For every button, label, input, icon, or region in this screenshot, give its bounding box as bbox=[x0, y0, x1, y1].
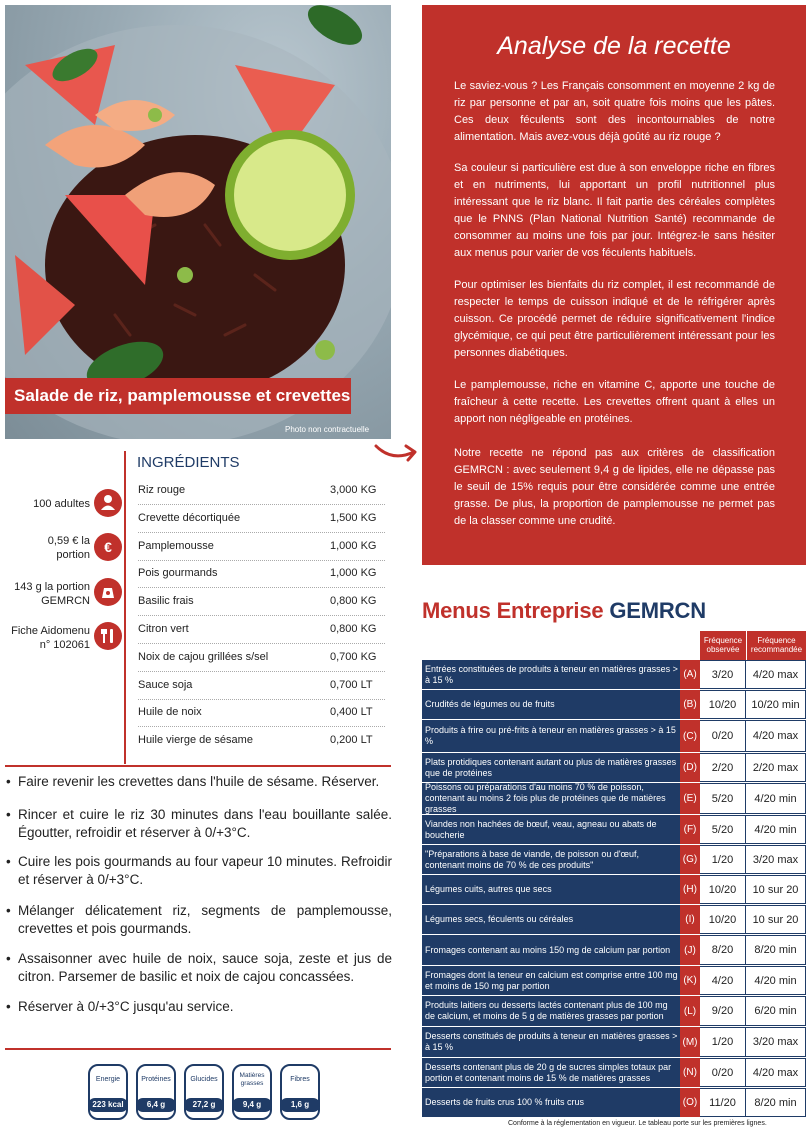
menu-row-observed: 8/20 bbox=[700, 935, 746, 965]
menu-row-code: (M) bbox=[680, 1027, 700, 1057]
menu-row-code: (E) bbox=[680, 783, 700, 814]
menu-row-observed: 4/20 bbox=[700, 966, 746, 995]
menu-row-observed: 3/20 bbox=[700, 660, 746, 689]
menu-row-recommended: 4/20 min bbox=[746, 966, 806, 995]
reference-text: Fiche Aidomenu n° 102061 bbox=[11, 625, 90, 651]
ingredient-name: Sauce soja bbox=[138, 679, 193, 691]
menu-row-code: (O) bbox=[680, 1088, 700, 1117]
step-item: • Mélanger délicatement riz, segments de pamplemousse, crevettes et pois gourmands. bbox=[6, 903, 392, 936]
menu-row-code: (B) bbox=[680, 690, 700, 719]
menu-row-recommended: 4/20 min bbox=[746, 783, 806, 814]
menu-row-observed: 5/20 bbox=[700, 815, 746, 844]
menu-row-observed: 5/20 bbox=[700, 783, 746, 814]
ingredient-quantity: 1,000 KG bbox=[330, 540, 377, 552]
menu-row-observed: 1/20 bbox=[700, 1027, 746, 1057]
ingredient-name: Huile de noix bbox=[138, 706, 202, 718]
salad-illustration bbox=[5, 5, 391, 439]
menu-row-label: Légumes cuits, autres que secs bbox=[422, 875, 680, 904]
menu-row-recommended: 10 sur 20 bbox=[746, 875, 806, 904]
ingredient-name: Citron vert bbox=[138, 623, 189, 635]
ingredient-quantity: 1,500 KG bbox=[330, 512, 377, 524]
analysis-paragraph: Sa couleur si particulière est due à son enveloppe riche en fibres et en nutriments, lui apportant un profil nutritionnel plus intéressant que le riz blanc. Il fait partie des céréales complètes que le PNNS (Plan National Nutrition Santé) recommande de consommer au moins une fois par jour. Intégrez-le sans hésiter aux menus pour varier de vos féculents habituels. bbox=[454, 162, 775, 259]
menu-row-recommended: 8/20 min bbox=[746, 935, 806, 965]
analysis-title: Analyse de la recette bbox=[497, 32, 731, 60]
photo-note: Photo non contractuelle bbox=[285, 425, 370, 434]
step-item: • Réserver à 0/+3°C jusqu'au service. bbox=[6, 999, 234, 1014]
step-item: • Faire revenir les crevettes dans l'huile de sésame. Réserver. bbox=[6, 774, 380, 789]
price-text: 0,59 € la portion bbox=[47, 535, 90, 561]
ingredient-quantity: 0,200 LT bbox=[330, 734, 373, 746]
menu-row-code: (G) bbox=[680, 845, 700, 874]
menu-row-recommended: 10 sur 20 bbox=[746, 905, 806, 934]
divider bbox=[5, 1048, 391, 1050]
menu-row-recommended: 4/20 max bbox=[746, 660, 806, 689]
ingredient-name: Noix de cajou grillées s/sel bbox=[138, 651, 269, 663]
ingredient-separator bbox=[138, 671, 385, 672]
menu-row-label: Crudités de légumes ou de fruits bbox=[422, 690, 680, 719]
menu-row-code: (F) bbox=[680, 815, 700, 844]
menu-row-recommended: 6/20 min bbox=[746, 996, 806, 1026]
analysis-paragraph: Le saviez-vous ? Les Français consomment en moyenne 2 kg de riz par personne et par an, soit quatre fois moins que les pâtes. Ces deux féculents sont des incontournables de notre alimentation. Mais avez-vous déjà goûté au riz rouge ? bbox=[454, 80, 775, 143]
menu-row-recommended: 3/20 max bbox=[746, 845, 806, 874]
menu-row-label: Entrées constituées de produits à teneur en matières grasses > à 15 % bbox=[422, 660, 680, 689]
ingredient-name: Crevette décortiquée bbox=[138, 512, 241, 524]
menu-row-code: (A) bbox=[680, 660, 700, 689]
ingredient-separator bbox=[138, 615, 385, 616]
menu-row-observed: 11/20 bbox=[700, 1088, 746, 1117]
nutrition-energy: Energie 223 kcal bbox=[88, 1064, 128, 1120]
analysis-paragraph: Notre recette ne répond pas aux critères de classification GEMRCN : avec seulement 9,4 g de lipides, elle ne dépasse pas le seuil de 15% requis pour être considérée comme une entrée grasse. De plus, la proportion de pamplemousse ne permet pas de la classer comme une crudité. bbox=[454, 447, 775, 527]
cutlery-icon bbox=[94, 622, 122, 650]
menu-row-label: "Préparations à base de viande, de poisson ou d'œuf, contenant moins de 70 % de ces produits" bbox=[422, 845, 680, 874]
ingredient-separator bbox=[138, 587, 385, 588]
menu-row-code: (H) bbox=[680, 875, 700, 904]
ingredient-name: Pois gourmands bbox=[138, 567, 218, 579]
menu-row-label: Produits laitiers ou desserts lactés contenant plus de 100 mg de calcium, et moins de 5 g de matières grasses par portion bbox=[422, 996, 680, 1026]
menu-row-code: (I) bbox=[680, 905, 700, 934]
ingredients-title: INGRÉDIENTS bbox=[137, 454, 240, 471]
ingredient-separator bbox=[138, 726, 385, 727]
menu-row-recommended: 4/20 min bbox=[746, 815, 806, 844]
menu-row-label: Desserts contenant plus de 20 g de sucres simples totaux par portion et contenant moins de 15 % de matières grasses bbox=[422, 1058, 680, 1087]
nutrition-fiber: Fibres 1,6 g bbox=[280, 1064, 320, 1120]
ingredient-separator bbox=[138, 532, 385, 533]
menu-row-observed: 0/20 bbox=[700, 720, 746, 752]
menu-row-code: (N) bbox=[680, 1058, 700, 1087]
menu-row-label: Fromages dont la teneur en calcium est comprise entre 100 mg et moins de 150 mg par portion bbox=[422, 966, 680, 995]
step-item: • Rincer et cuire le riz 30 minutes dans l'eau bouillante salée. Égoutter, refroidir et réserver à 0/+3°C. bbox=[6, 807, 392, 840]
portion-text: 143 g la portion GEMRCN bbox=[14, 581, 90, 607]
menu-row-label: Plats protidiques contenant autant ou plus de matières grasses que de protéines bbox=[422, 753, 680, 782]
menu-row-observed: 10/20 bbox=[700, 875, 746, 904]
menu-row-recommended: 3/20 max bbox=[746, 1027, 806, 1057]
menu-row-code: (K) bbox=[680, 966, 700, 995]
ingredient-quantity: 0,700 LT bbox=[330, 679, 373, 691]
scale-icon bbox=[94, 578, 122, 606]
menu-row-recommended: 10/20 min bbox=[746, 690, 806, 719]
menu-row-recommended: 8/20 min bbox=[746, 1088, 806, 1117]
menu-row-label: Desserts constitués de produits à teneur en matières grasses > à 15 % bbox=[422, 1027, 680, 1057]
ingredient-name: Pamplemousse bbox=[138, 540, 214, 552]
ingredient-name: Riz rouge bbox=[138, 484, 186, 496]
step-item: • Cuire les pois gourmands au four vapeur 10 minutes. Refroidir et réserver à 0/+3°C. bbox=[6, 854, 392, 887]
menu-row-observed: 2/20 bbox=[700, 753, 746, 782]
menu-row-recommended: 2/20 max bbox=[746, 753, 806, 782]
footnote: Conforme à la réglementation en vigueur. Le tableau porte sur les premières lignes. bbox=[508, 1120, 767, 1127]
ingredients-divider bbox=[124, 451, 126, 764]
ingredient-name: Huile vierge de sésame bbox=[138, 734, 253, 746]
ingredient-separator bbox=[138, 504, 385, 505]
menu-row-code: (L) bbox=[680, 996, 700, 1026]
ingredient-separator bbox=[138, 699, 385, 700]
ingredient-quantity: 0,700 KG bbox=[330, 651, 377, 663]
divider bbox=[5, 765, 391, 767]
ingredient-name: Basilic frais bbox=[138, 595, 194, 607]
ingredient-separator bbox=[138, 560, 385, 561]
menu-row-label: Produits à frire ou pré-frits à teneur en matières grasses > à 15 % bbox=[422, 720, 680, 752]
nutrition-proteins: Protéines 6,4 g bbox=[136, 1064, 176, 1120]
nutrition-fat: Matières grasses 9,4 g bbox=[232, 1064, 272, 1120]
menu-row-code: (C) bbox=[680, 720, 700, 752]
servings-text: 100 adultes bbox=[33, 498, 90, 510]
menu-row-code: (J) bbox=[680, 935, 700, 965]
ingredient-separator bbox=[138, 643, 385, 644]
header-observed: Fréquence observée bbox=[700, 631, 746, 660]
menu-row-label: Fromages contenant au moins 150 mg de calcium par portion bbox=[422, 935, 680, 965]
menus-title: Menus Entreprise GEMRCN bbox=[422, 598, 706, 623]
menu-row-label: Viandes non hachées de bœuf, veau, agneau ou abats de boucherie bbox=[422, 815, 680, 844]
ingredient-quantity: 3,000 KG bbox=[330, 484, 377, 496]
menu-row-label: Poissons ou préparations d'au moins 70 % de poisson, contenant au moins 2 fois plus de protéines que de matières grasses bbox=[422, 783, 680, 814]
ingredient-quantity: 0,800 KG bbox=[330, 623, 377, 635]
menu-row-recommended: 4/20 max bbox=[746, 1058, 806, 1087]
menu-row-observed: 10/20 bbox=[700, 690, 746, 719]
euro-icon: € bbox=[94, 533, 122, 561]
ingredient-quantity: 0,400 LT bbox=[330, 706, 373, 718]
analysis-box bbox=[422, 5, 806, 565]
ingredient-quantity: 1,000 KG bbox=[330, 567, 377, 579]
nutrition-carbs: Glucides 27,2 g bbox=[184, 1064, 224, 1120]
menu-row-observed: 9/20 bbox=[700, 996, 746, 1026]
person-icon bbox=[94, 489, 122, 517]
menu-row-label: Desserts de fruits crus 100 % fruits crus bbox=[422, 1088, 680, 1117]
recipe-photo bbox=[5, 5, 391, 439]
menu-row-label: Légumes secs, féculents ou céréales bbox=[422, 905, 680, 934]
menu-row-recommended: 4/20 max bbox=[746, 720, 806, 752]
analysis-paragraph: Le pamplemousse, riche en vitamine C, apporte une touche de fraîcheur à cette recette. Les crevettes offrent quant à elles un apport non négligeable en protéines. bbox=[454, 379, 775, 425]
header-recommended: Fréquence recommandée bbox=[747, 631, 806, 660]
ingredient-quantity: 0,800 KG bbox=[330, 595, 377, 607]
menu-row-observed: 10/20 bbox=[700, 905, 746, 934]
menu-row-observed: 1/20 bbox=[700, 845, 746, 874]
arrow-icon bbox=[372, 440, 420, 466]
menu-row-code: (D) bbox=[680, 753, 700, 782]
analysis-paragraph: Pour optimiser les bienfaits du riz complet, il est recommandé de respecter le temps de cuisson indiqué et de le réfrigérer après cuisson. Ce procédé permet de réduire significativement l'indice glycémique, ce qui peut être particulièrement intéressant pour les personnes diabétiques. bbox=[454, 279, 775, 359]
menu-row-observed: 0/20 bbox=[700, 1058, 746, 1087]
recipe-title: Salade de riz, pamplemousse et crevettes bbox=[5, 378, 351, 414]
step-item: • Assaisonner avec huile de noix, sauce soja, zeste et jus de citron. Parsemer de basilic et noix de cajou concassées. bbox=[6, 951, 392, 984]
